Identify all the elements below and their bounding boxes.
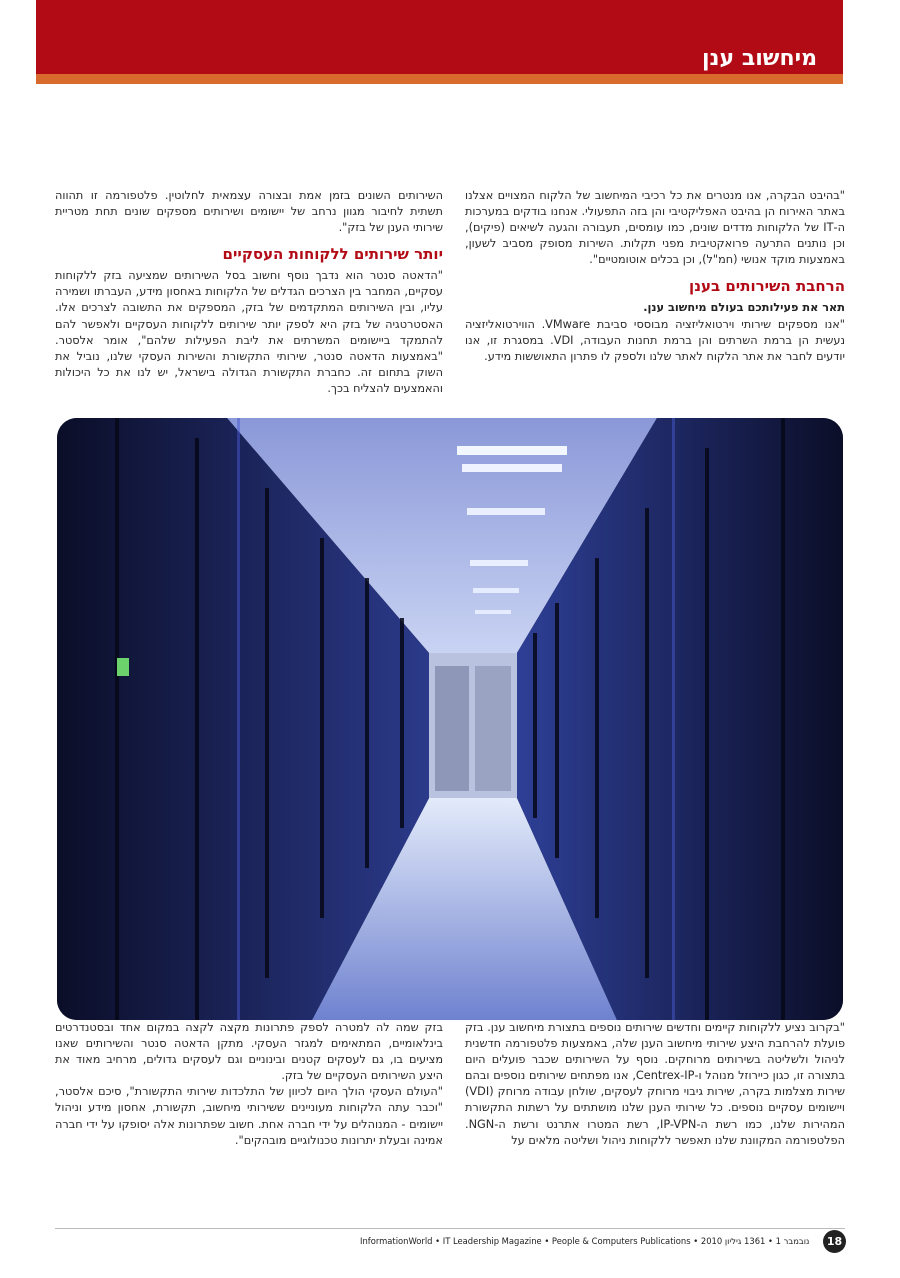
section-header-band <box>36 0 843 74</box>
paragraph: "הדאטה סנטר הוא נדבך נוסף וחשוב בסל השירותים שמציעה בזק ללקוחות עסקיים, המחבר בין הצרכים הגדלים של הלקוחות באחסון מידע, העברתו ושמירה עליו, ובין השירותים המתקדמים של בזק, המספקים את התשובה לצרכים אלו. האסטרטגיה של בזק היא לספק יותר שירותים ללקוחות העסקיים ולאפשר להם להתמקד ביישומים המשרתים את ליבת הפעילות שלהם", אומר אלסטר. "באמצעות הדאטה סנטר, שירותי התקשורת והשירות העסקי שלנו, נוביל את השוק בתחום זה. כחברת התקשורת הגדולה בישראל, יש לנו את כל היכולות והאמצעים להצליח בכך. <box>55 269 443 395</box>
footer-publication-line: InformationWorld • IT Leadership Magazine • People & Computers Publications • 2010 נובמבר 1 • 1361 גיליון <box>360 1236 810 1246</box>
paragraph: "העולם העסקי הולך היום לכיוון של התלכדות שירותי התקשורת", סיכם אלסטר, "וכבר עתה הלקוחות מעוניינים ששירותי מיחשוב, תקשורת, אחסון מידע וניהול יישומים - המנוהלים על ידי חברה אחת. חשוב שפתרונות אלה יסופקו על ידי חברה אמינה ובעלת יתרונות טכנולוגיים מובהקים". <box>55 1085 443 1147</box>
article-column-left-bottom <box>55 1020 443 1149</box>
footer-divider <box>55 1228 845 1229</box>
paragraph: בזק שמה לה למטרה לספק פתרונות מקצה לקצה במקום אחד ובסטנדרטים בינלאומיים, המתאימים למגזר העסקי. מתקן הדאטה סנטר והשירותים שאנו מציעים בו, גם לעסקים קטנים ובינוניים וגם לעסקים גדולים, מרחיב מאוד את היצע השירותים העסקיים של בזק. <box>55 1021 443 1083</box>
paragraph: "אנו מספקים שירותי וירטואליזציה מבוססי סביבת VMware. הווירטואליזציה נעשית הן ברמת השרתים והן ברמת תחנות העבודה, VDI. במסגרת זו, אנו יודעים לחבר את אתר הלקוח לאתר שלנו ולספק לו פתרון התאוששות מידע. <box>465 317 845 363</box>
article-column-right-top <box>465 188 845 365</box>
paragraph: "בקרוב נציע ללקוחות קיימים וחדשים שירותים נוספים בתצורת מיחשוב ענן. בזק פועלת להרחבת היצע שירותי מיחשוב הענן שלה, באמצעות פלטפורמה חדשנית לניהול ולשליטה בשירותים מרוחקים. נוסף על השירותים שכבר פועלים היום בתצורה זו, כגון כיירוזל מנוהל ו-Centrex-IP, אנו מפתחים שירותים נוספים ובהם שירות מצלמות בקרה, שירות גיבוי מרוחק לעסקים, שולחן עבודה מרוחק (VDI) ויישומים עסקיים נוספים. כל שירותי הענן שלנו מושתתים על רשתות התקשורת המהירות שלנו, כמו רשת ה-IP-VPN, רשת המטרו אתרנט ורשת ה-NGN. הפלטפורמה המקוונת שלנו תאפשר ללקוחות ניהול ושליטה מלאים על <box>465 1021 845 1147</box>
header-accent-stripe <box>36 74 843 84</box>
interview-question: תאר את פעילותכם בעולם מיחשוב ענן. <box>643 301 845 315</box>
subheading: יותר שירותים ללקוחות העסקיים <box>222 245 443 264</box>
page-number: 18 <box>823 1230 846 1253</box>
subheading: הרחבת השירותים בענן <box>689 277 845 296</box>
paragraph: השירותים השונים בזמן אמת ובצורה עצמאית לחלוטין. פלטפורמה זו תהווה תשתית לחיבור מגוון נרחב של יישומים ושירותים מספקים שונים תחת מטריית שירותי הענן של בזק". <box>55 189 443 235</box>
data-center-photo <box>57 418 843 1020</box>
paragraph: "בהיבט הבקרה, אנו מנטרים את כל רכיבי המיחשוב של הלקוח המצויים אצלנו באתר האירוח הן בהיבט האפליקטיבי והן בזה התפעולי. אנחנו בודקים במערכות ה-IT של הלקוחות מדדים שונים, כמו עומסים, תעבורה והגעה לשיאים (פיקים), וכן נותנים התרעה פרואקטיבית מפני תקלות. השירות מסופק מסביב לשעון, באמצעות מוקד אנושי (חמ"ל), וכן בכלים אוטומטיים". <box>465 189 845 267</box>
article-column-right-bottom <box>465 1020 845 1149</box>
section-title: מיחשוב ענן <box>702 46 817 71</box>
article-column-left-top <box>55 188 443 397</box>
